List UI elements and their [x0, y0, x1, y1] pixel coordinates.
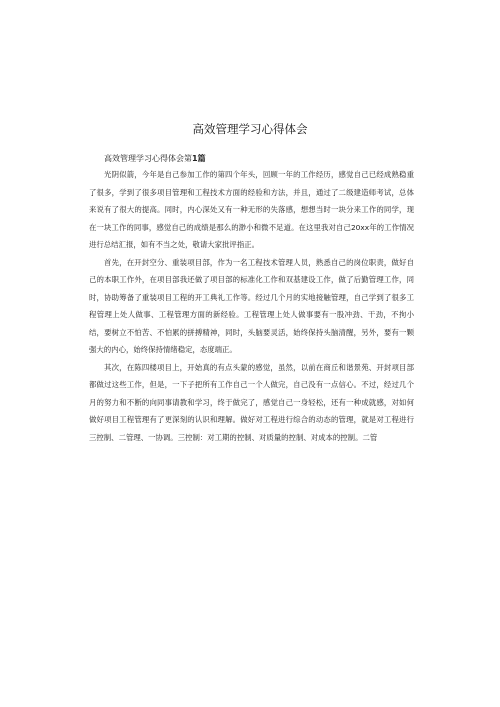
section-heading-number: 1篇	[192, 154, 206, 163]
body-paragraph: 其次，在陈四楼项目上，开始真的有点头蒙的感觉，虽然，以前在商丘和谐景苑、开封项目部都做过这些工作，但是，一下子把所有工作自己一个人做完，自己没有一点信心。不过，经过几个月的努力和不断的向同事请教和学习，终于做完了，感觉自己一身轻松，还有一种成就感，对如何做好项目工程管理有了更深刻的认识和理解。做好对工程进行综合的动态的管理，就是对工程进行三控制、二管理、一协调。三控制：对工期的控制、对质量的控制、对成本的控制。二管	[89, 362, 414, 442]
document-body	[89, 166, 414, 446]
document-title: 高效管理学习心得体会	[192, 122, 308, 136]
section-heading-text: 高效管理学习心得体会第	[104, 154, 192, 163]
section-heading	[104, 153, 206, 165]
body-paragraph: 光阴似箭，今年是自己参加工作的第四个年头，回顾一年的工作经历，感觉自己已经成熟稳重了很多，学到了很多项目管理和工程技术方面的经验和方法，并且，通过了二级建造师考试，总体来说有了很大的提高。同时，内心深处又有一种无形的失落感，想想当时一块分来工作的同学，现在一块工作的同事，感觉自己的成绩是那么的渺小和微不足道。在这里我对自己20xx年的工作情况进行总结汇报，如有不当之处，敬请大家批评指正。	[89, 170, 414, 249]
body-paragraph: 首先，在开封空分、重装项目部，作为一名工程技术管理人员，熟悉自己的岗位职责，做好自己的本职工作外，在项目部我还做了项目部的标准化工作和双基建设工作，做了后勤管理工作，同时，协助筹备了重装项目工程的开工典礼工作等。经过几个月的实地接触管理，自己学到了很多工程管理上处人做事、工程管理方面的新经验。工程管理上处人做事要有一股冲劲、干劲，不拘小结，要树立不怕苦、不怕累的拼搏精神，同时，头脑要灵活，始终保持头脑清醒，另外，要有一颗强大的内心，始终保持情绪稳定，态度端正。	[89, 257, 414, 354]
